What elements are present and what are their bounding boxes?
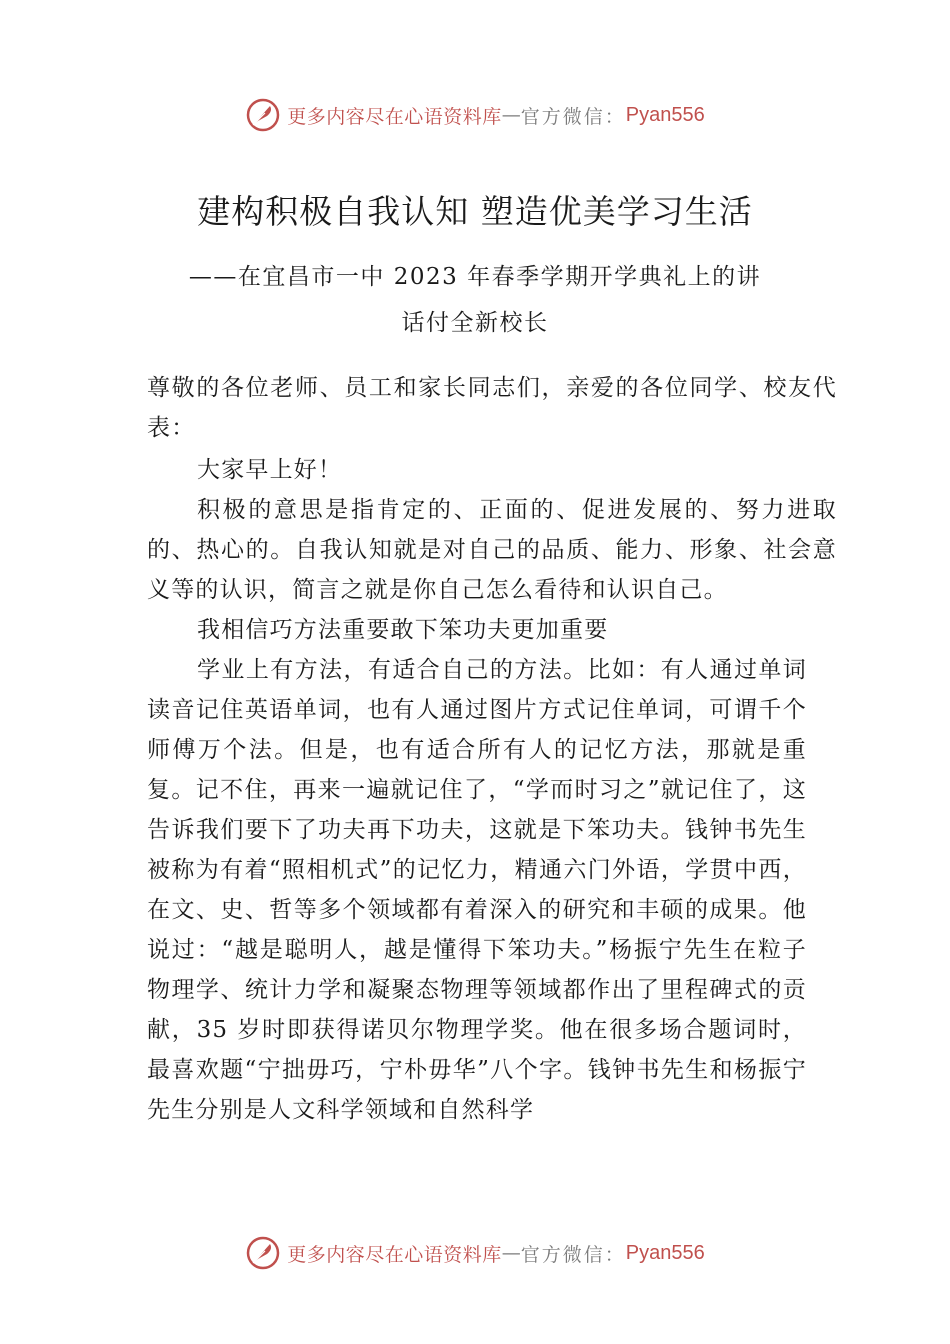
document-subtitle-line1: ——在宜昌市一中 2023 年春季学期开学典礼上的讲 [188,264,762,290]
watermark-text: 更多内容尽在心语资料库 [287,1243,502,1266]
quill-logo-icon [245,97,281,133]
document-title: 建构积极自我认知 塑造优美学习生活 [197,192,753,231]
section-heading: 我相信巧方法重要敢下笨功夫更加重要 [197,617,609,643]
greeting-paragraph: 大家早上好！ [197,457,343,483]
watermark-wechat-id: Pyan556 [625,103,705,126]
header-watermark [0,95,950,135]
watermark-wechat-id: Pyan556 [625,1241,705,1264]
watermark-dash: — [501,104,521,126]
quill-logo-icon [245,1235,281,1271]
definition-paragraph: 积极的意思是指肯定的、正面的、促进发展的、努力进取的、热心的。自我认知就是对自己的品质、能力、形象、社会意义等的认识，简言之就是你自己怎么看待和认识自己。 [147,497,837,603]
watermark-wechat-label: 官方微信： [520,1243,626,1266]
body-paragraph: 学业上有方法，有适合自己的方法。比如：有人通过单词读音记住英语单词，也有人通过图片方式记住单词，可谓千个师傅万个法。但是，也有适合所有人的记忆方法，那就是重复。记不住，再来一遍就记住了，“学而时习之”就记住了，这告诉我们要下了功夫再下功夫，这就是下笨功夫。钱钟书先生被称为有着“照相机式”的记忆力，精通六门外语，学贯中西，在文、史、哲等多个领域都有着深入的研究和丰硕的成果。他说过：“越是聪明人，越是懂得下笨功夫。”杨振宁先生在粒子物理学、统计力学和凝聚态物理等领域都作出了里程碑式的贡献，35 岁时即获得诺贝尔物理学奖。他在很多场合题词时，最喜欢题“宁拙毋巧，宁朴毋华”八个字。钱钟书先生和杨振宁先生分别是人文科学领域和自然科学 [147,657,807,1123]
watermark-text: 更多内容尽在心语资料库 [287,105,502,128]
watermark-wechat-label: 官方微信： [520,105,626,128]
salutation-paragraph: 尊敬的各位老师、员工和家长同志们，亲爱的各位同学、校友代表： [147,375,837,441]
watermark-dash: — [501,1242,521,1264]
document-body [147,368,837,1130]
document-subtitle-line2: 话付全新校长 [401,310,549,336]
footer-watermark [0,1233,950,1273]
